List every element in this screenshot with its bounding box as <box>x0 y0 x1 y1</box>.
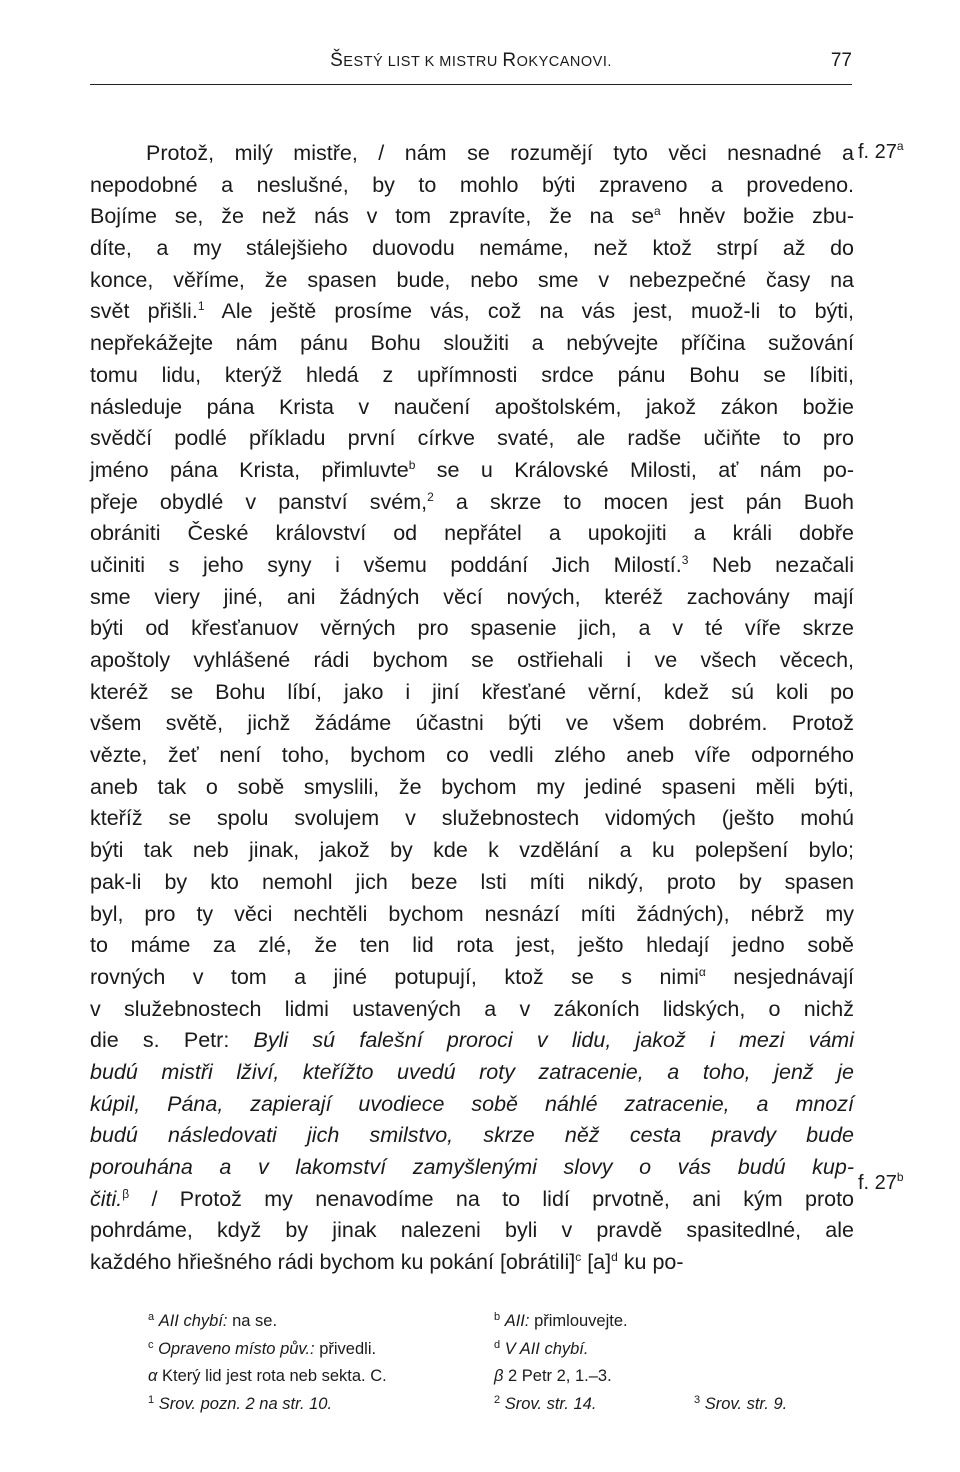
quotation-text: čiti. <box>90 1186 123 1211</box>
text-line: nepodobné a neslušné, by to mohlo býti zpraveno a provedeno. <box>90 172 854 197</box>
quotation-text: kúpil, Pána, zapierají uvodiece sobě náhlé zatracenie, a mnozí <box>90 1091 854 1116</box>
running-title: ŠESTÝ LIST K MISTRU ROKYCANOVI. <box>330 50 612 71</box>
text-line: apoštoly vyhlášené rádi bychom se ostřiehali i ve všech věcech, <box>90 648 854 672</box>
footnote-b: $^b$ AII: přimlouvejte. <box>494 1311 628 1330</box>
footnote-2: $^2$ Srov. str. 14. <box>494 1393 597 1413</box>
text-line: pohrdáme, když by jinak nalezeni byli v pravdě spasitedlné, ale <box>90 1218 854 1243</box>
text-line <box>90 1120 854 1152</box>
text-line <box>90 1152 854 1184</box>
text-line: svět přišli.$^1$ Ale ještě prosíme vás, což na vás jest, muož-li to býti, <box>90 299 855 324</box>
footnote-c: $^c$ Opraveno místo pův.: přivedli. <box>148 1338 377 1358</box>
text-line: byl, pro ty věci nechtěli bychom nesnází míti žádných), nébrž my <box>90 901 854 926</box>
text-line <box>90 1089 854 1121</box>
text-line: díte, a my stálejšieho duovodu nemáme, než ktož strpí až do <box>90 236 854 261</box>
footnote-ref: 1 <box>197 299 205 314</box>
footnote-ref: d <box>611 1250 618 1265</box>
text-line: býti od křesťanuov věrných pro spasenie jich, a v té víře skrze <box>90 616 854 641</box>
text-line: konce, věříme, že spasen bude, nebo sme v nebezpečné časy na <box>90 267 854 292</box>
text-line: aneb tak o sobě smyslili, že bychom my jediné spaseni měli býti, <box>90 774 854 799</box>
text-line: každého hřiešného rádi bychom ku pokání [obrátili]$^c$ $[a]^d$ ku po- <box>90 1250 684 1275</box>
text-line: v služebnostech lidmi ustavených a v zákoních lidských, o nichž <box>90 996 854 1021</box>
text-line: tomu lidu, kterýž hledá z upřímnosti srdce pánu Bohu se líbiti, <box>90 362 854 387</box>
footnote-1: $^1$ Srov. pozn. 2 na str. 10. <box>148 1393 333 1413</box>
text-line: die s. Petr: Byli sú falešní proroci v lidu, jakož i mezi vámi <box>90 1028 854 1053</box>
page-header <box>90 50 852 85</box>
text-line: vězte, žeť není toho, bychom co vedli zlého aneb víře odporného <box>90 743 854 768</box>
margin-folio-27a: f. 27$^a$ <box>858 139 904 163</box>
footnote-3: $^3$ Srov. str. 9. <box>694 1393 788 1413</box>
footnote-alpha: α Který lid jest rota neb sekta. C. <box>148 1367 387 1385</box>
margin-folio-27b: f. 27$^b$ <box>858 1170 904 1194</box>
text-line <box>90 1057 854 1089</box>
quotation-text: porouhána a v lakomství zamyšlenými slovy o vás budú kup- <box>90 1155 854 1179</box>
footnote-row <box>148 1391 868 1419</box>
quotation-text: Byli sú falešní proroci v lidu, jakož i mezi vámi <box>253 1028 854 1053</box>
main-text <box>90 138 854 1279</box>
footnote-ref: c <box>575 1250 582 1265</box>
text-line: přeje obydlé v panství svém,$^2$ a skrze to mocen jest pán Buoh <box>90 489 854 514</box>
footnote-ref: 3 <box>681 552 689 567</box>
text-line: učiniti s jeho syny i všemu poddání Jich Milostí.$^3$ Neb nezačali <box>90 552 854 577</box>
footnote-row <box>148 1363 868 1391</box>
footnote-ref: α <box>698 964 706 979</box>
footnote-row <box>148 1336 868 1364</box>
footnote-beta: β 2 Petr 2, 1.–3. <box>494 1367 612 1385</box>
text-line: rovných v tom a jiné potupují, ktož se s nimi$^\alpha$ nesjednávají <box>90 964 854 989</box>
text-line: jméno pána Krista, přimluvte$^b$ se u Královské Milosti, ať nám po- <box>90 457 854 482</box>
page-number: 77 <box>830 50 852 71</box>
text-line: obrániti České království od nepřátel a upokojiti a králi dobře <box>90 521 854 546</box>
footnote-ref: β <box>122 1186 130 1201</box>
text-line: Bojíme se, že než nás v tom zpravíte, že na $se^a$ hněv božie zbu- <box>90 204 854 229</box>
text-line: býti tak neb jinak, jakož by kde k vzdělání a ku polepšení bylo; <box>90 838 854 863</box>
quotation-text: budú následovati jich smilstvo, skrze něž cesta pravdy bude <box>90 1123 854 1148</box>
text-line: to máme za zlé, že ten lid rota jest, ješto hledají jedno sobě <box>90 933 854 958</box>
text-line: nepřekážejte nám pánu Bohu sloužiti a nebývejte příčina sužování <box>90 331 854 356</box>
text-line: následuje pána Krista v naučení apoštolském, jakož zákon božie <box>90 394 854 419</box>
text-line: svědčí podlé příkladu první církve svaté, ale radše učiňte to pro <box>90 426 854 451</box>
footnote-row <box>148 1308 868 1336</box>
text-line: kteříž se spolu svolujem v služebnostech vidomých (ješto mohú <box>90 806 854 831</box>
text-line: čiti.$^\beta$ / Protož my nenavodíme na to lidí prvotně, ani kým proto <box>90 1186 854 1211</box>
footnote-ref: b <box>408 457 416 472</box>
footnote-d: $^d$ V AII chybí. <box>494 1338 589 1358</box>
footnote-a: $^a$ AII chybí: na se. <box>148 1311 278 1330</box>
text-line: Protož, milý mistře, / nám se rozumějí tyto věci nesnadné a <box>146 141 854 165</box>
quotation-text: budú mistři lživí, kteřížto uvedú roty zatracenie, a toho, jenž je <box>90 1059 854 1084</box>
text-line: sme viery jiné, ani žádných věcí nových, kteréž zachovány mají <box>90 584 854 609</box>
text-line: pak-li by kto nemohl jich beze lsti míti nikdý, proto by spasen <box>90 869 854 894</box>
footnotes <box>148 1308 868 1418</box>
footnote-ref: 2 <box>427 489 434 504</box>
text-line: kteréž se Bohu líbí, jako i jiní křesťané věrní, kdež sú koli po <box>90 679 854 704</box>
text-line: všem světě, jichž žádáme účastni býti ve všem dobrém. Protož <box>90 711 854 736</box>
footnote-ref: a <box>654 204 661 219</box>
